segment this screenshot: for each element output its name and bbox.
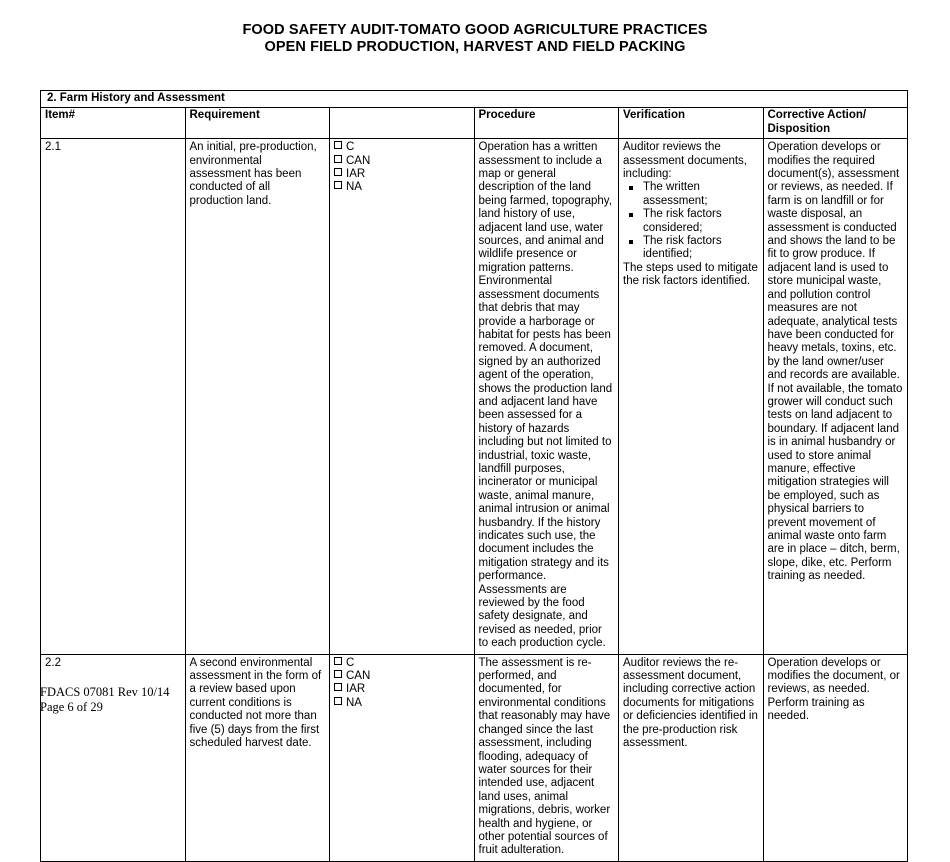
checkbox-label: NA [346,696,362,709]
table-row [41,654,908,861]
checkbox-label: CAN [346,670,371,683]
checkbox-label: IAR [346,683,366,696]
checkbox-icon[interactable] [334,181,342,189]
verification-outro: The steps used to mitigate the risk factors identified. [623,261,758,288]
row-corrective-action: Operation develops or modifies the document, or reviews, as needed. Perform training as needed. [763,654,908,861]
row-requirement: An initial, pre-production, environmental assessment has been conducted of all production land. [185,139,330,654]
verification-bullets [623,181,759,261]
table-section-heading-row [41,91,908,108]
row-verification [619,139,764,654]
list-item: The written assessment; [623,181,759,208]
footer-form-number: FDACS 07081 Rev 10/14 [40,685,170,699]
checkbox-icon[interactable] [334,657,342,665]
row-item-number: 2.2 [41,654,186,861]
checkbox-icon[interactable] [334,670,342,678]
row-procedure: The assessment is re-performed, and documented, for environmental conditions that reasonably may have changed since the last assessment, including flooding, adequacy of water sources for their intended use, adjacent land uses, animal migrations, debris, worker health and hygiene, or other potential sources of fruit adulteration. [474,654,619,861]
column-header-procedure: Procedure [474,108,619,139]
checkbox-option-can[interactable] [334,670,470,683]
column-header-requirement: Requirement [185,108,330,139]
page-title [40,22,910,56]
checkbox-icon[interactable] [334,155,342,163]
title-line-1: FOOD SAFETY AUDIT-TOMATO GOOD AGRICULTURE PRACTICES [242,22,708,38]
checkbox-option-iar[interactable] [334,683,470,696]
list-item: The risk factors considered; [623,208,759,235]
checkbox-label: IAR [346,168,366,181]
row-checkbox-group[interactable] [330,654,475,861]
column-header-check [330,108,475,139]
row-requirement: A second environmental assessment in the form of a review based upon current conditions is conducted not more than five (5) days from the first scheduled harvest date. [185,654,330,861]
list-item: The risk factors identified; [623,235,759,262]
checkbox-option-c[interactable] [334,657,470,670]
checkbox-option-na[interactable] [334,697,470,710]
row-corrective-action: Operation develops or modifies the required document(s), assessment or reviews, as needed. If farm is on landfill or for waste disposal, an assessment is conducted and shows the land to be fit to grow produce. If adjacent land is used to store municipal waste, and pollution control measures are not adequate, analytical tests have been conducted for heavy metals, toxins, etc. by the land owner/user and records are available. If not available, the tomato grower will conduct such tests on land adjacent to boundary. If adjacent land is in animal husbandry or used to store animal manure, effective mitigation strategies will be employed, such as physical barriers to prevent movement of animal waste onto farm are in place – ditch, berm, slope, dike, etc. Perform training as needed. [763,139,908,654]
checkbox-label: C [346,141,355,154]
checkbox-label: C [346,656,355,669]
section-heading: 2. Farm History and Assessment [41,91,908,108]
checkbox-option-iar[interactable] [334,168,470,181]
checkbox-option-can[interactable] [334,155,470,168]
audit-table [40,90,908,862]
page-footer [40,685,170,715]
row-checkbox-group[interactable] [330,139,475,654]
checkbox-icon[interactable] [334,683,342,691]
footer-page-number: Page 6 of 29 [40,700,103,714]
column-header-verification: Verification [619,108,764,139]
checkbox-option-na[interactable] [334,181,470,194]
checkbox-icon[interactable] [334,697,342,705]
checkbox-icon[interactable] [334,141,342,149]
row-verification [619,654,764,861]
title-line-2: OPEN FIELD PRODUCTION, HARVEST AND FIELD PACKING [264,39,686,55]
column-header-item: Item# [41,108,186,139]
table-row [41,139,908,654]
verification-intro: Auditor reviews the re-assessment document, including corrective action documents for mitigations or deficiencies identified in the pre-production risk assessment. [623,656,758,750]
column-header-corrective-action: Corrective Action/ Disposition [763,108,908,139]
checkbox-option-c[interactable] [334,141,470,154]
table-header-row [41,108,908,139]
verification-intro: Auditor reviews the assessment documents, including: [623,141,748,181]
row-procedure: Operation has a written assessment to include a map or general description of the land being farmed, topography, land history of use, adjacent land use, water sources, and animal and wildlife presence or migration patterns. Environmental assessment documents that debris that may provide a harborage or habitat for pests has been removed. A document, signed by an authorized agent of the operation, shows the production land and adjacent land have been assessed for a history of hazards including but not limited to industrial, toxic waste, landfill purposes, incinerator or municipal waste, animal manure, animal intrusion or animal husbandry. If the history indicates such use, the document includes the mitigation strategy and its performance. Assessments are reviewed by the food safety designate, and revised as needed, prior to each production cycle. [474,139,619,654]
row-item-number: 2.1 [41,139,186,654]
checkbox-icon[interactable] [334,168,342,176]
checkbox-label: NA [346,181,362,194]
checkbox-label: CAN [346,154,371,167]
